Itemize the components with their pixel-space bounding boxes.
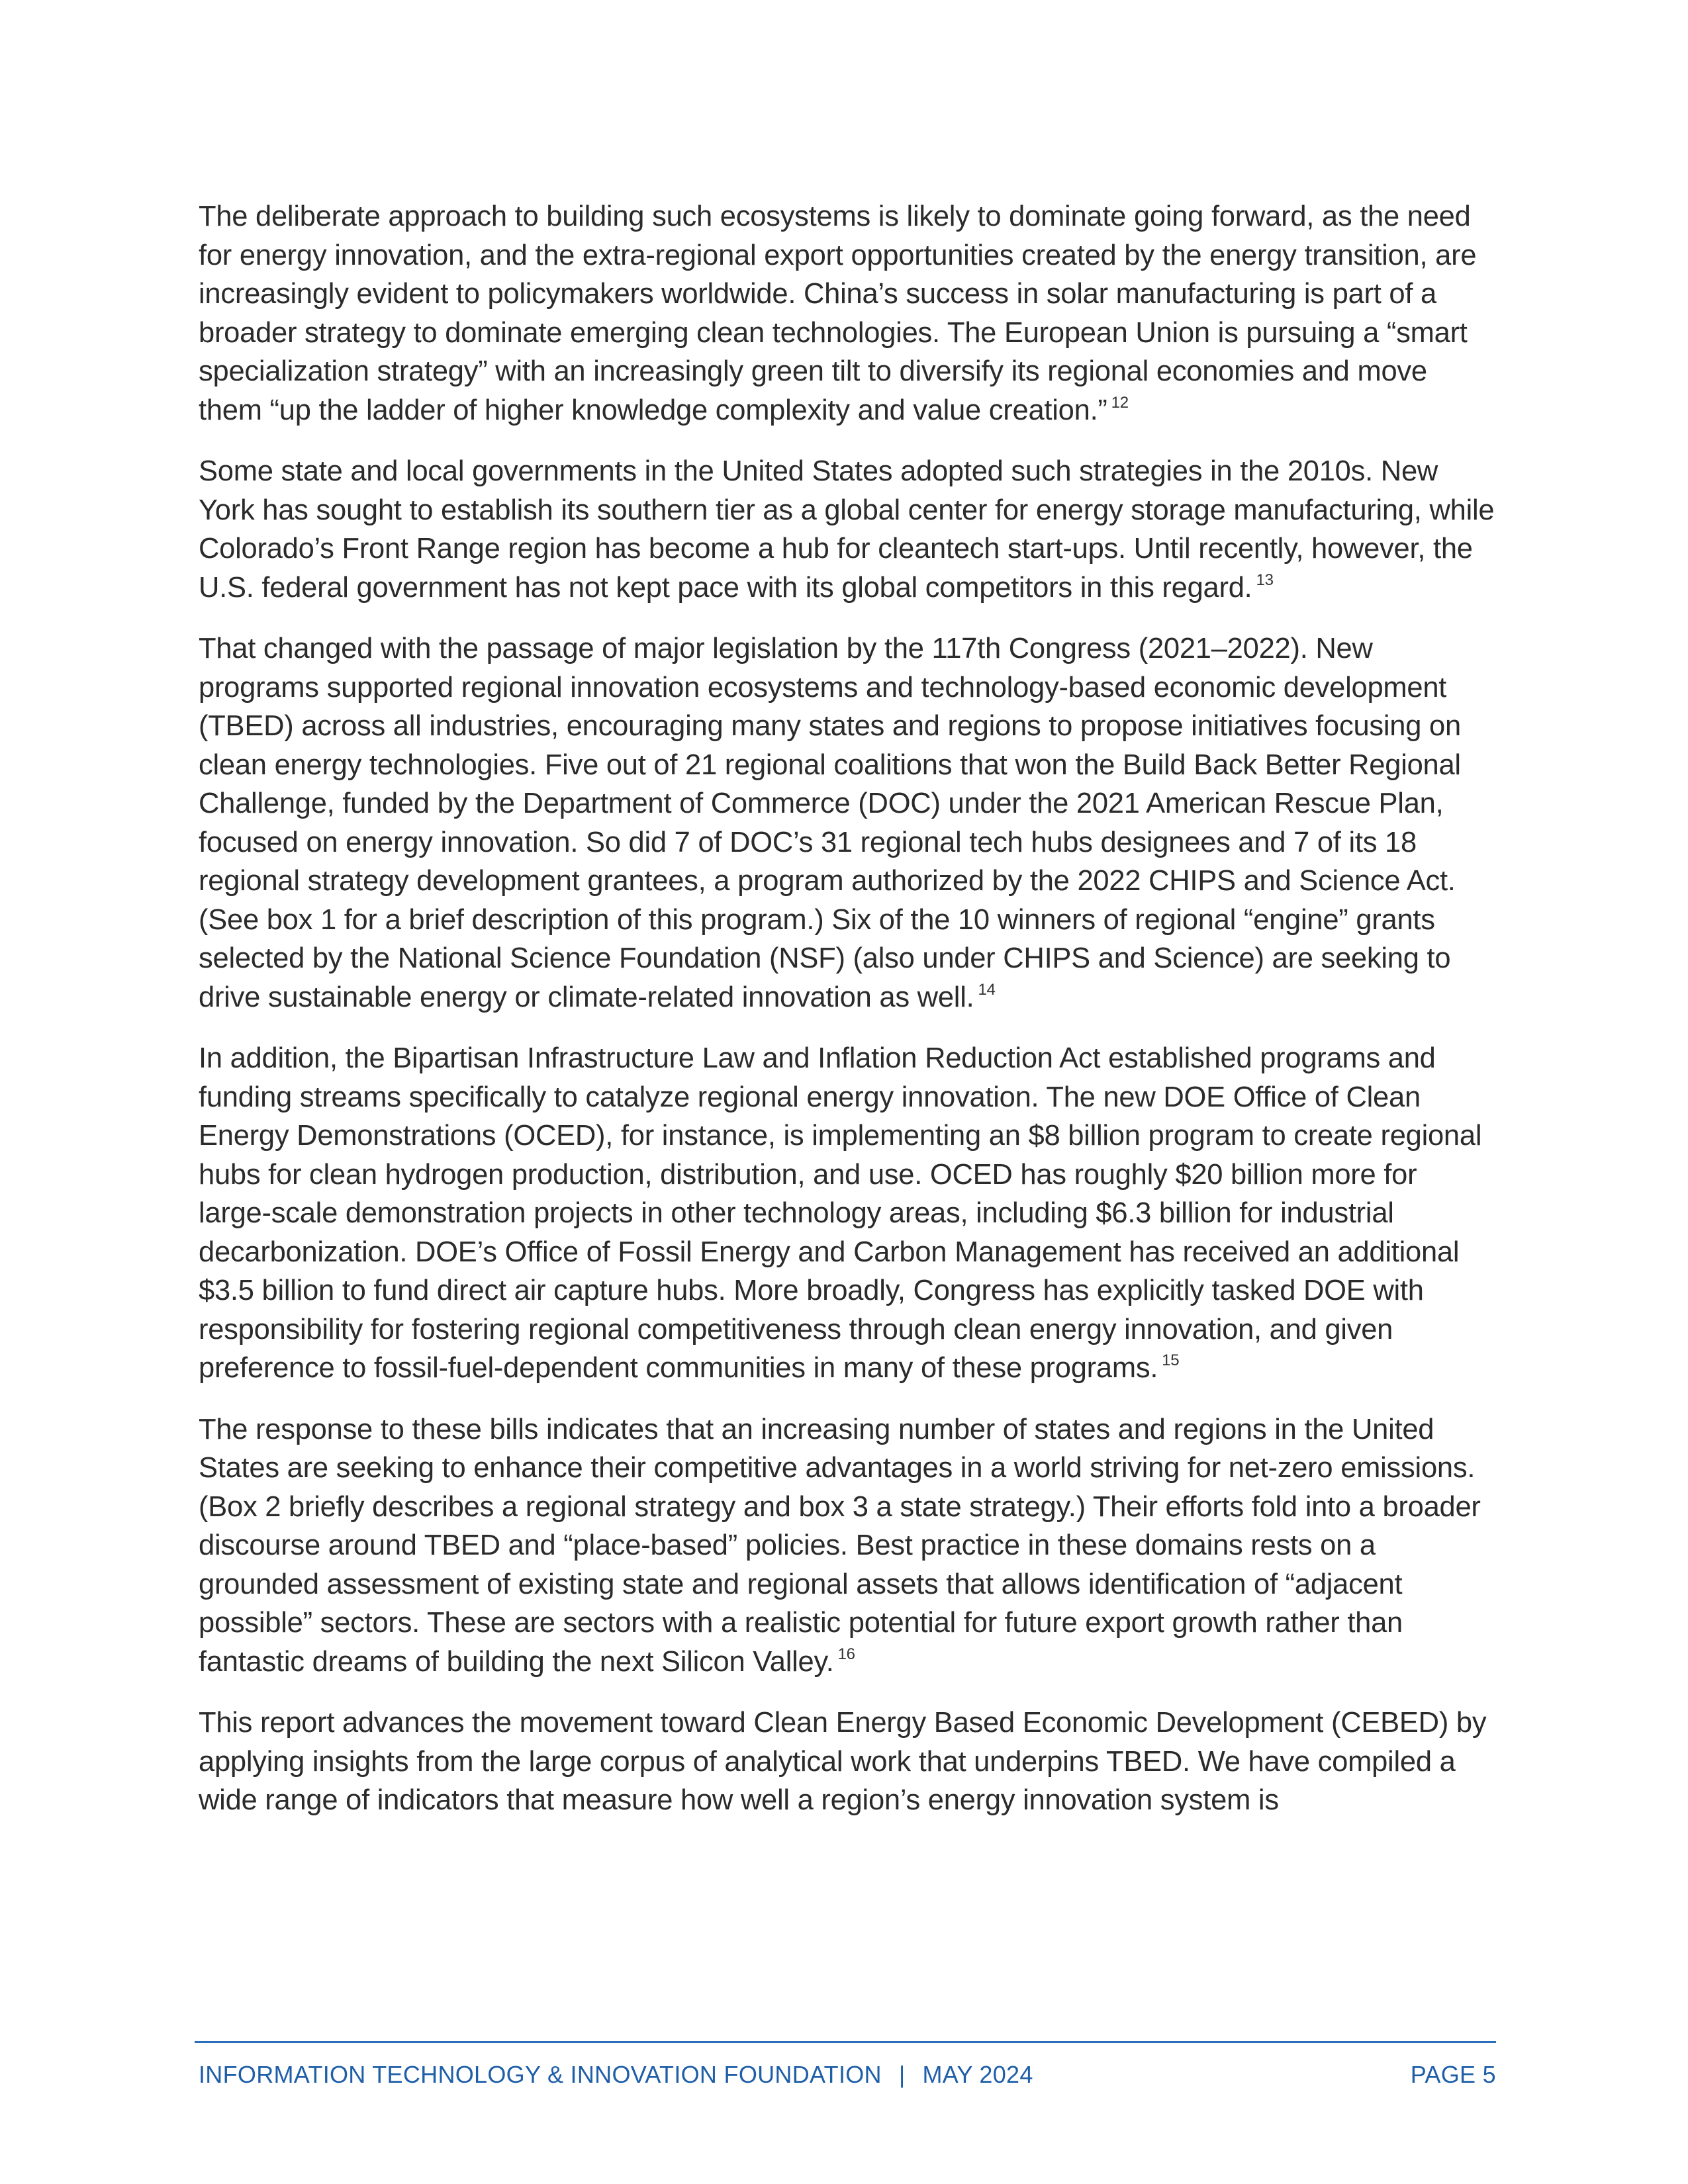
footnote-ref[interactable]: 16	[837, 1645, 855, 1663]
body-paragraph	[199, 1410, 1496, 1682]
paragraph-text: This report advances the movement toward Clean Energy Based Economic Development (CEBED) by applying insights from the large corpus of analytical work that underpins TBED. We have compiled a wide range of indicators that measure how well a region’s energy innovation system is	[199, 1707, 1487, 1816]
paragraph-text: That changed with the passage of major legislation by the 117th Congress (2021–2022). New programs supported regional innovation ecosystems and technology-based economic development (TBED) across all industries, encouraging many states and regions to propose initiatives focusing on clean energy technologies. Five out of 21 regional coalitions that won the Build Back Better Regional Challenge, funded by the Department of Commerce (DOC) under the 2021 American Rescue Plan, focused on energy innovation. So did 7 of DOC’s 31 regional tech hubs designees and 7 of its 18 regional strategy development grantees, a program authorized by the 2022 CHIPS and Science Act. (See box 1 for a brief description of this program.) Six of the 10 winners of regional “engine” grants selected by the National Science Foundation (NSF) (also under CHIPS and Science) are seeking to drive sustainable energy or climate-related innovation as well.	[199, 633, 1461, 1013]
body-paragraph	[199, 629, 1496, 1017]
paragraph-text: Some state and local governments in the United States adopted such strategies in the 2010s. New York has sought to establish its southern tier as a global center for energy storage manufacturing, while Colorado’s Front Range region has become a hub for cleantech start-ups. Until recently, however, the U.S. federal government has not kept pace with its global competitors in this regard.	[199, 455, 1495, 604]
footnote-ref[interactable]: 12	[1111, 393, 1129, 412]
page-footer	[199, 2058, 1496, 2091]
paragraph-text: The response to these bills indicates that an increasing number of states and regions in the United States are seeking to enhance their competitive advantages in a world striving for net-zero emissions. (Box 2 briefly describes a regional strategy and box 3 a state strategy.) Their efforts fold into a broader discourse around TBED and “place-based” policies. Best practice in these domains rests on a grounded assessment of existing state and regional assets that allows identification of “adjacent possible” sectors. These are sectors with a realistic potential for future export growth rather than fantastic dreams of building the next Silicon Valley.	[199, 1413, 1481, 1678]
paragraph-text: In addition, the Bipartisan Infrastructure Law and Inflation Reduction Act established programs and funding streams specifically to catalyze regional energy innovation. The new DOE Office of Clean Energy Demonstrations (OCED), for instance, is implementing an $8 billion program to create regional hubs for clean hydrogen production, distribution, and use. OCED has roughly $20 billion more for large-scale demonstration projects in other technology areas, including $6.3 billion for industrial decarbonization. DOE’s Office of Fossil Energy and Carbon Management has received an additional $3.5 billion to fund direct air capture hubs. More broadly, Congress has explicitly tasked DOE with responsibility for fostering regional competitiveness through clean energy innovation, and given preference to fossil-fuel-dependent communities in many of these programs.	[199, 1042, 1482, 1384]
footnote-ref[interactable]: 13	[1256, 570, 1274, 589]
footnote-ref[interactable]: 14	[978, 980, 996, 999]
paragraph-text: The deliberate approach to building such ecosystems is likely to dominate going forward, as the need for energy innovation, and the extra-regional export opportunities created by the energy transition, are increasingly evident to policymakers worldwide. China’s success in solar manufacturing is part of a broader strategy to dominate emerging clean technologies. The European Union is pursuing a “smart specialization strategy” with an increasingly green tilt to diversify its regional economies and move them “up the ladder of higher knowledge complexity and value creation.”	[199, 201, 1477, 426]
footer-page-number: PAGE 5	[1410, 2061, 1496, 2088]
footer-left	[199, 2058, 1033, 2091]
footer-separator: |	[898, 2061, 906, 2088]
body-paragraph	[199, 1704, 1496, 1820]
footer-date: MAY 2024	[922, 2061, 1033, 2088]
body-paragraph	[199, 197, 1496, 430]
footer-divider	[195, 2041, 1496, 2043]
body-paragraph	[199, 452, 1496, 607]
document-body	[199, 197, 1496, 1843]
footer-organization: INFORMATION TECHNOLOGY & INNOVATION FOUNDATION	[199, 2061, 882, 2088]
footnote-ref[interactable]: 15	[1162, 1351, 1180, 1369]
body-paragraph	[199, 1039, 1496, 1388]
